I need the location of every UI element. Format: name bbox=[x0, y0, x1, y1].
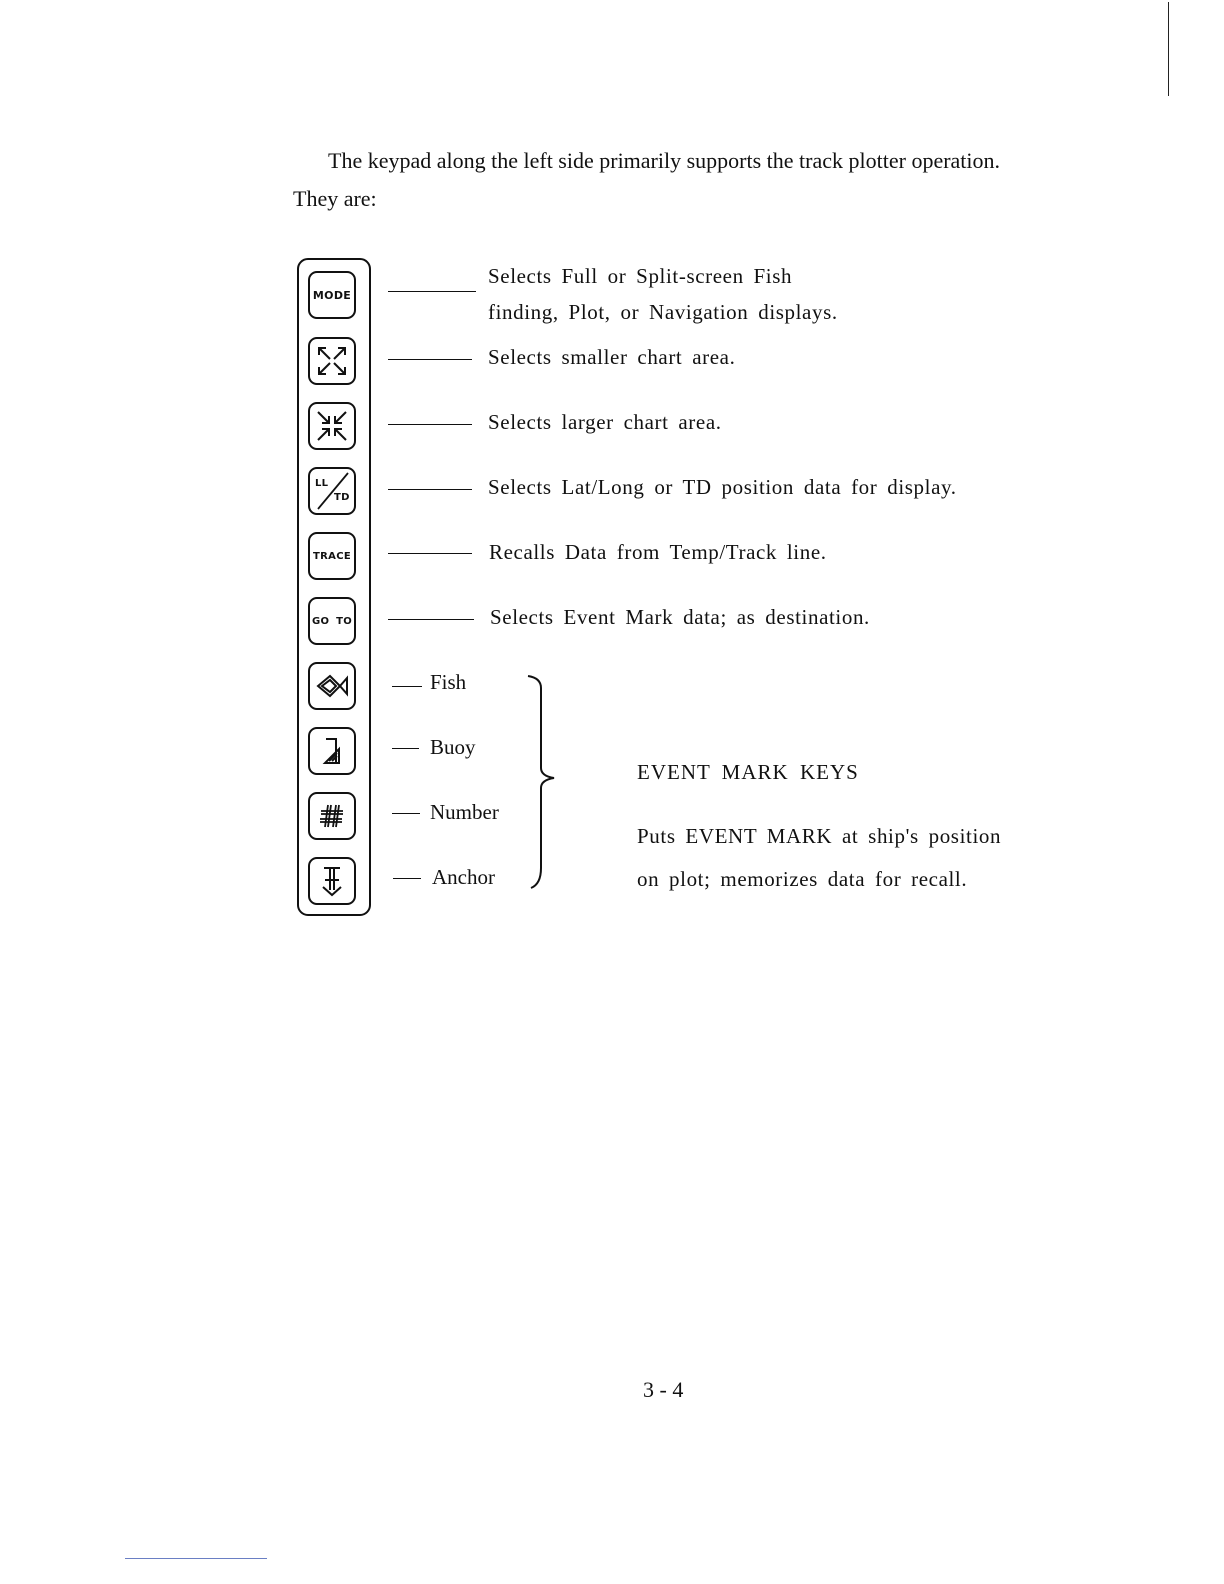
event-mark-keys-heading: EVENT MARK KEYS bbox=[637, 760, 859, 784]
goto-key[interactable] bbox=[308, 597, 356, 645]
leader-line-number bbox=[392, 813, 420, 814]
mode-key[interactable] bbox=[308, 271, 356, 319]
intro-line-2: They are: bbox=[293, 186, 377, 211]
mode-description-line-1: Selects Full or Split-screen Fish bbox=[488, 264, 793, 288]
buoy-label: Buoy bbox=[430, 735, 476, 759]
leader-line-zoom-smaller bbox=[388, 359, 472, 360]
goto-description: Selects Event Mark data; as destination. bbox=[490, 605, 870, 629]
arrows-outward-icon bbox=[314, 343, 350, 379]
zoom-smaller-chart-key[interactable] bbox=[308, 337, 356, 385]
zoom-larger-description: Selects larger chart area. bbox=[488, 410, 722, 434]
leader-line-trace bbox=[388, 553, 472, 554]
trace-key[interactable] bbox=[308, 532, 356, 580]
leader-line-mode bbox=[388, 291, 476, 292]
intro-line-1: The keypad along the left side primarily supports the track plotter operation. bbox=[328, 148, 1001, 173]
anchor-icon bbox=[317, 863, 347, 899]
ll-td-description: Selects Lat/Long or TD position data for display. bbox=[488, 475, 957, 499]
goto-key-label: GO TO bbox=[311, 615, 352, 627]
trace-description: Recalls Data from Temp/Track line. bbox=[489, 540, 827, 564]
leader-line-goto bbox=[388, 619, 474, 620]
leader-line-fish bbox=[392, 686, 422, 687]
arrows-inward-icon bbox=[314, 408, 350, 444]
number-icon bbox=[316, 800, 348, 832]
ll-td-key[interactable] bbox=[308, 467, 356, 515]
leader-line-zoom-larger bbox=[388, 424, 472, 425]
ll-td-divider-icon bbox=[310, 469, 354, 513]
anchor-key[interactable] bbox=[308, 857, 356, 905]
event-keys-brace bbox=[525, 672, 565, 894]
number-label: Number bbox=[430, 800, 499, 824]
leader-line-ll-td bbox=[388, 489, 472, 490]
td-label: TD bbox=[334, 492, 350, 503]
fish-label: Fish bbox=[430, 670, 467, 694]
buoy-key[interactable] bbox=[308, 727, 356, 775]
bottom-rule bbox=[125, 1558, 267, 1559]
buoy-icon bbox=[317, 733, 347, 769]
leader-line-anchor bbox=[393, 878, 421, 879]
fish-key[interactable] bbox=[308, 662, 356, 710]
mode-description-line-2: finding, Plot, or Navigation displays. bbox=[488, 300, 838, 324]
page-number: 3 - 4 bbox=[643, 1377, 684, 1402]
margin-rule bbox=[1168, 2, 1169, 96]
mode-key-label: MODE bbox=[312, 288, 352, 302]
event-mark-description-line-2: on plot; memorizes data for recall. bbox=[637, 867, 968, 891]
leader-line-buoy bbox=[392, 748, 419, 749]
number-key[interactable] bbox=[308, 792, 356, 840]
ll-label: LL bbox=[315, 478, 329, 489]
zoom-smaller-description: Selects smaller chart area. bbox=[488, 345, 736, 369]
fish-icon bbox=[314, 671, 350, 701]
trace-key-label: TRACE bbox=[313, 550, 351, 562]
event-mark-description-line-1: Puts EVENT MARK at ship's position bbox=[637, 824, 1002, 848]
zoom-larger-chart-key[interactable] bbox=[308, 402, 356, 450]
anchor-label: Anchor bbox=[432, 865, 495, 889]
